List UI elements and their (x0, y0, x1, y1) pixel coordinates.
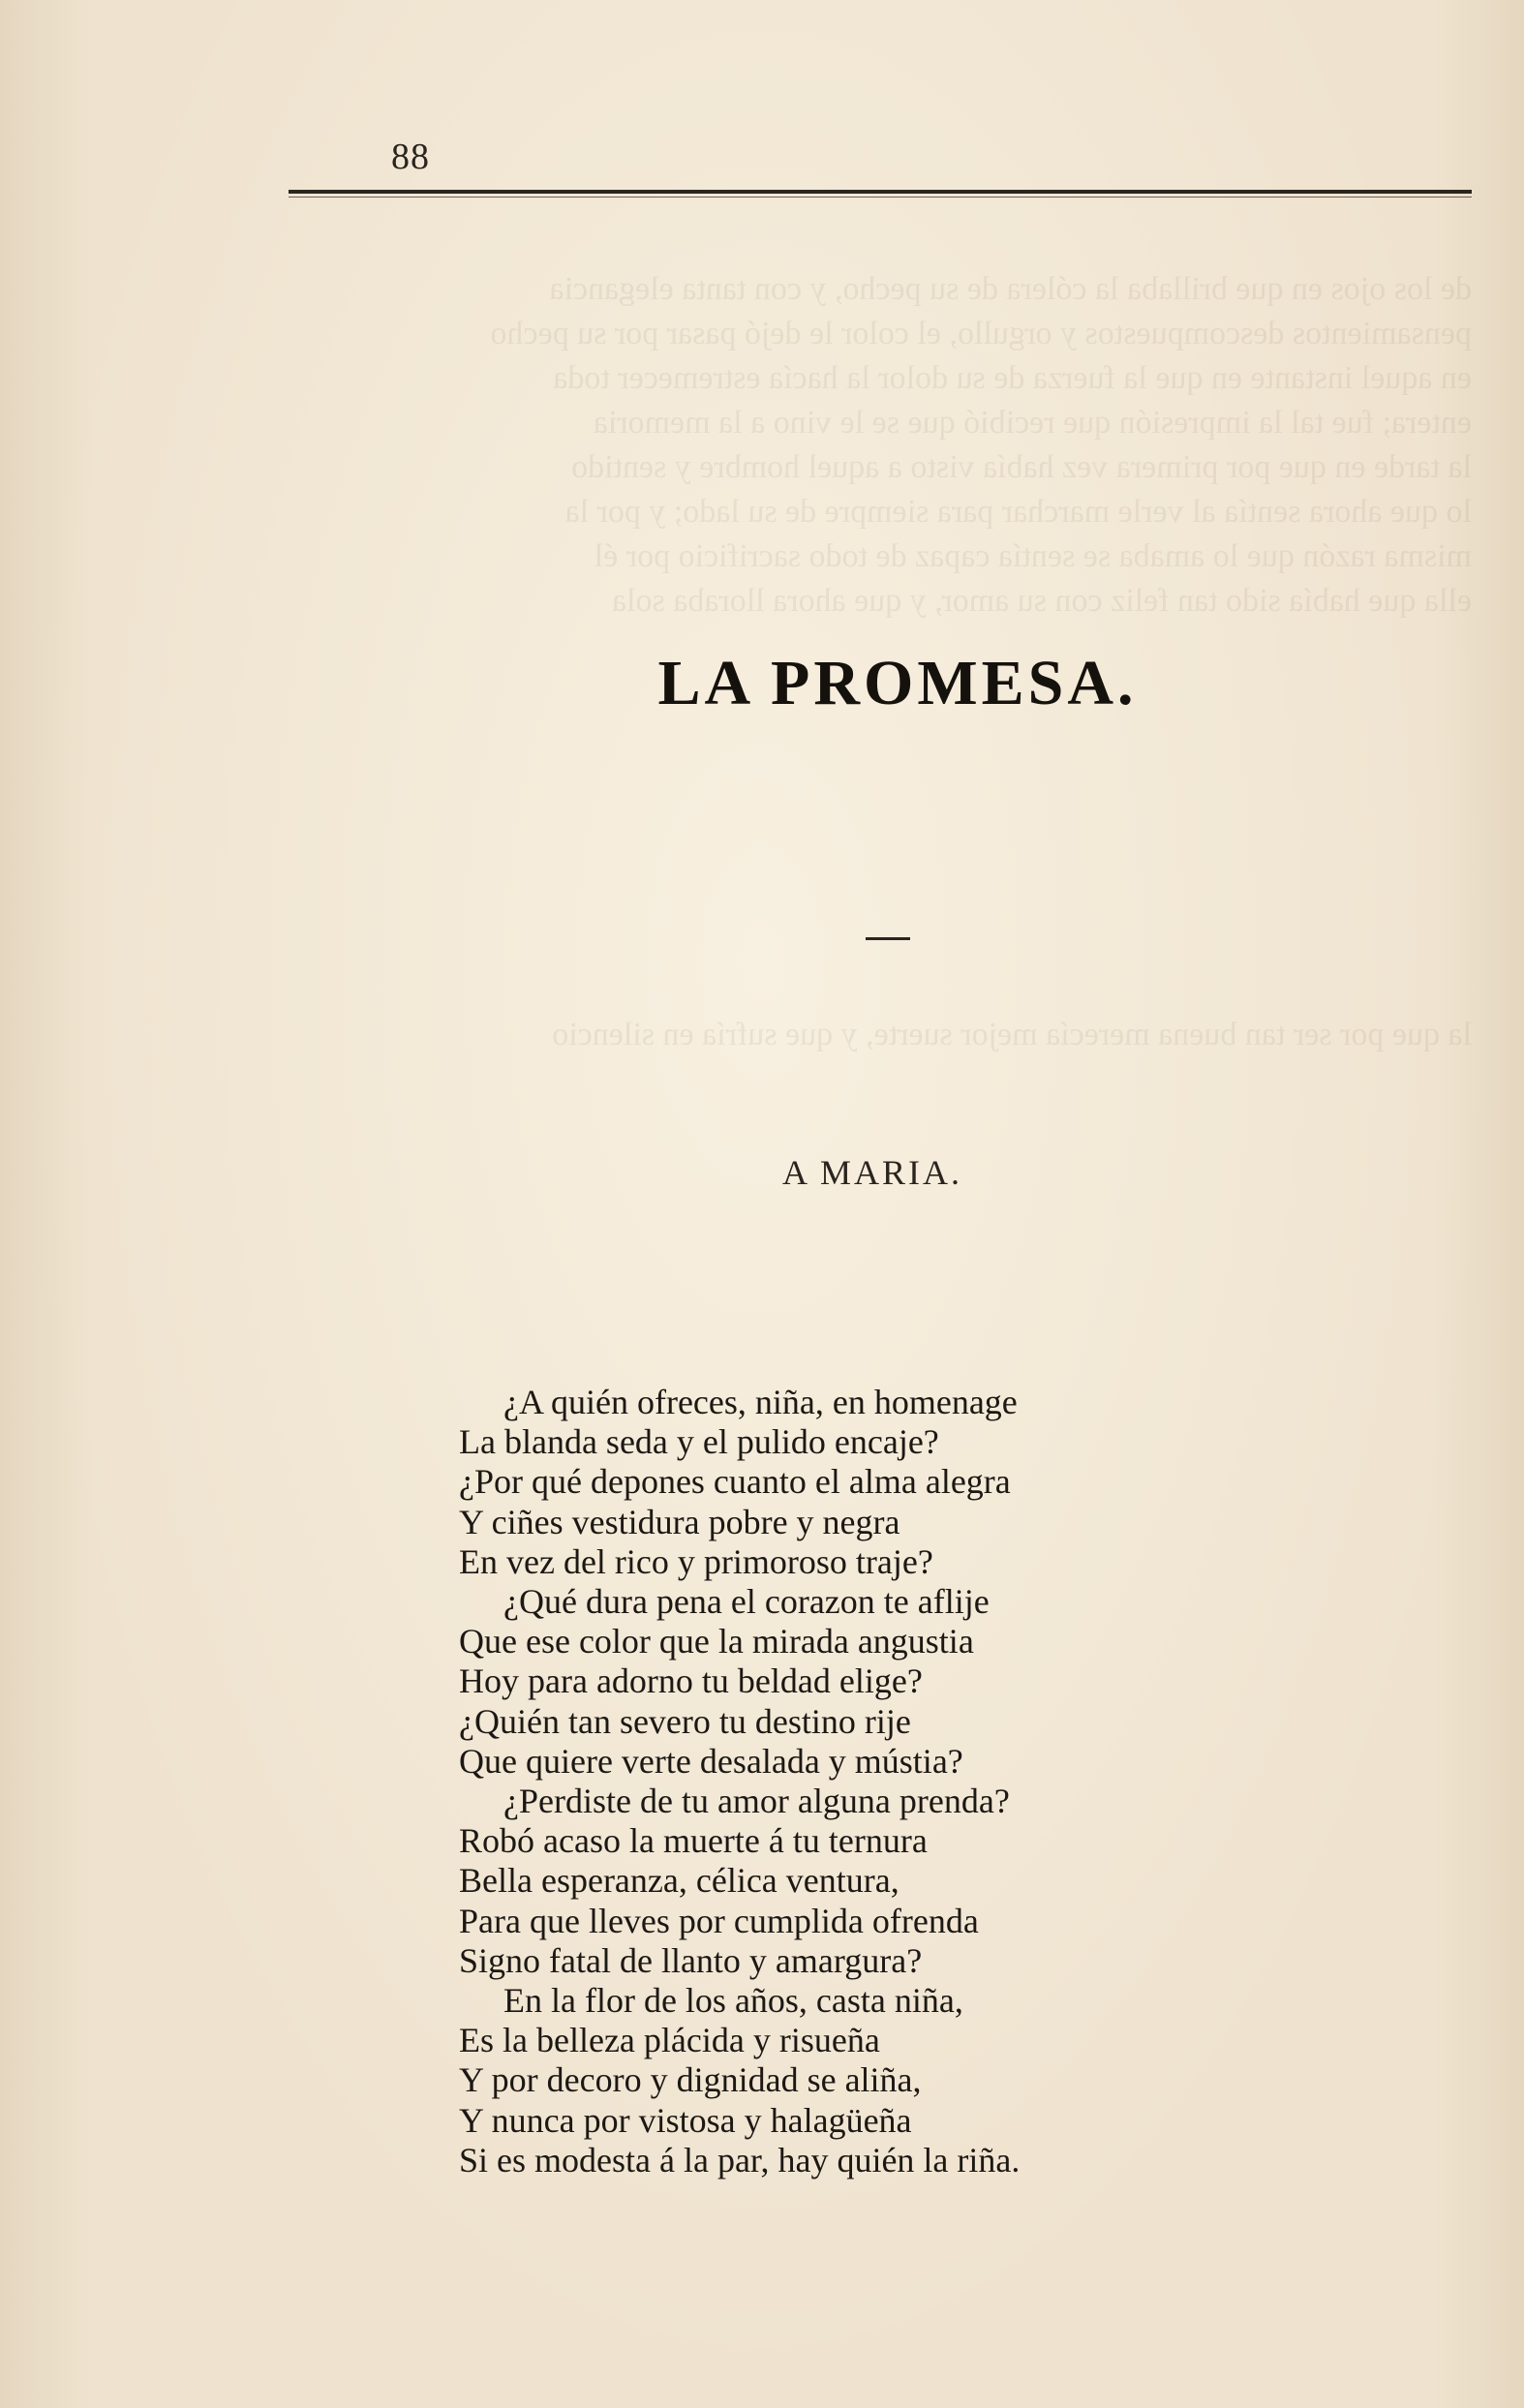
dedication: A MARIA. (782, 1153, 963, 1192)
poem-line: La blanda seda y el pulido encaje? (459, 1422, 939, 1462)
poem-line: Bella esperanza, célica ventura, (459, 1861, 899, 1901)
poem-line: Y por decoro y dignidad se aliña, (459, 2060, 922, 2100)
poem-line: Es la belleza plácida y risueña (459, 2021, 880, 2060)
poem-line: Hoy para adorno tu beldad elige? (459, 1661, 923, 1701)
poem-line: ¿Qué dura pena el corazon te aflije (503, 1582, 990, 1622)
poem-line: Que ese color que la mirada angustia (459, 1622, 974, 1661)
show-through-text: de los ojos en que brillaba la cólera de su pecho, y con tanta elegancia pensamientos descompuestos y orgullo, el color le dejó pasar por su pecho en aquel instante en que la fuerza de su dolor la hacía estremecer toda entera; fue tal la impresión que recibió que se le vino a la memoria la tarde en que por primera vez había visto a aquel hombre y sentido lo que ahora sentía al verle marchar para siempre de su lado; y por la misma razón que lo amaba se sentía capaz de todo sacrificio por él ella que había sido tan feliz con su amor, y que ahora lloraba sola (490, 271, 1472, 619)
show-through-text-2: la que por ser tan buena merecía mejor suerte, y que sufría en silencio (552, 1017, 1472, 1052)
poem-body (459, 1383, 1427, 2180)
poem-line: Y nunca por vistosa y halagüeña (459, 2100, 912, 2140)
poem-line: En la flor de los años, casta niña, (503, 1981, 963, 2021)
header-rule (289, 190, 1472, 194)
poem-line: Y ciñes vestidura pobre y negra (459, 1502, 900, 1541)
header-rule-thin (289, 197, 1472, 198)
title-separator-dash (866, 937, 910, 940)
poem-line: ¿Perdiste de tu amor alguna prenda? (503, 1782, 1010, 1821)
poem-title-row (0, 647, 1524, 720)
poem-line: Que quiere verte desalada y mústia? (459, 1741, 963, 1781)
poem-line: Para que lleves por cumplida ofrenda (459, 1901, 979, 1940)
page-number: 88 (391, 137, 430, 177)
poem-line: ¿Quién tan severo tu destino rije (459, 1701, 911, 1741)
poem-line: Si es modesta á la par, hay quién la riña. (459, 2140, 1021, 2179)
poem-line: Signo fatal de llanto y amargura? (459, 1940, 923, 1980)
poem-line: Robó acaso la muerte á tu ternura (459, 1821, 928, 1861)
poem-line: ¿A quién ofreces, niña, en homenage (503, 1383, 1018, 1421)
poem-title: LA PROMESA. (657, 648, 1138, 718)
poem-line: ¿Por qué depones cuanto el alma alegra (459, 1462, 1011, 1502)
poem-line: En vez del rico y primoroso traje? (459, 1541, 933, 1581)
